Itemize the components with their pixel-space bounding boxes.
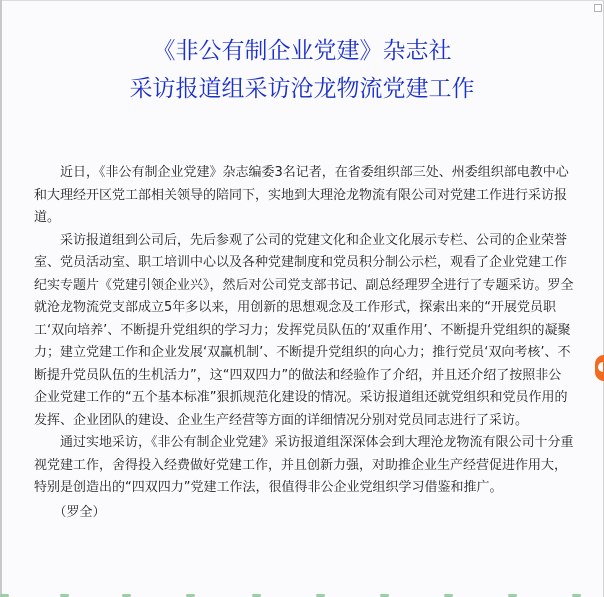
corner-square-icon xyxy=(594,4,602,12)
bottom-decoration xyxy=(0,593,604,597)
paragraph-1: 近日，《非公有制企业党建》杂志编委3名记者，在省委组织部三处、州委组织部电教中心和大理经开区党工部相关领导的陪同下，实地到大理沧龙物流有限公司对党建工作进行采访报道。 xyxy=(34,165,569,225)
author-credit: （罗全） xyxy=(53,504,106,520)
article-header xyxy=(0,32,604,108)
title-line-1: 《非公有制企业党建》杂志社 xyxy=(152,38,452,64)
paragraph-3: 通过实地采访，《非公有制企业党建》采访报道组深深体会到大理沧龙物流有限公司十分重视党建工作，舍得投入经费做好党建工作，并且创新力强，对助推企业生产经营促进作用大，特别是创造出的“四双四力”党建工作法，很值得非公企业党组织学习借鉴和推广。 xyxy=(34,435,574,495)
paragraph-2: 采访报道组到公司后，先后参观了公司的党建文化和企业文化展示专栏、公司的企业荣誉室、党员活动室、职工培训中心以及各种党建制度和党员积分制公示栏，观看了企业党建工作纪实专题片《党建引领企业兴》，然后对公司党支部书记、副总经理罗全进行了专题采访。罗全就沧龙物流党支部成立5年多以来，用创新的思想观念及工作形式，探索出来的“开展党员职工‘双向培养’、不断提升党组织的学习力；发挥党员队伍的‘双重作用’、不断提升党组织的凝聚力；建立党建工作和企业发展‘双赢机制’、不断提升党组织的向心力；推行党员‘双向考核’、不断提升党员队伍的生机活力”，这“四双四力”的做法和经验作了介绍，并且还介绍了按照非公企业党建工作的“五个基本标准”狠抓规范化建设的情况。采访报道组还就党组织和党员作用的发挥、企业团队的建设、企业生产经营等方面的详细情况分别对党员同志进行了采访。 xyxy=(34,232,574,428)
title-line-2: 采访报道组采访沧龙物流党建工作 xyxy=(129,76,475,102)
side-floating-logo-icon[interactable] xyxy=(595,355,604,381)
top-border xyxy=(0,0,604,1)
article-body xyxy=(34,162,574,524)
